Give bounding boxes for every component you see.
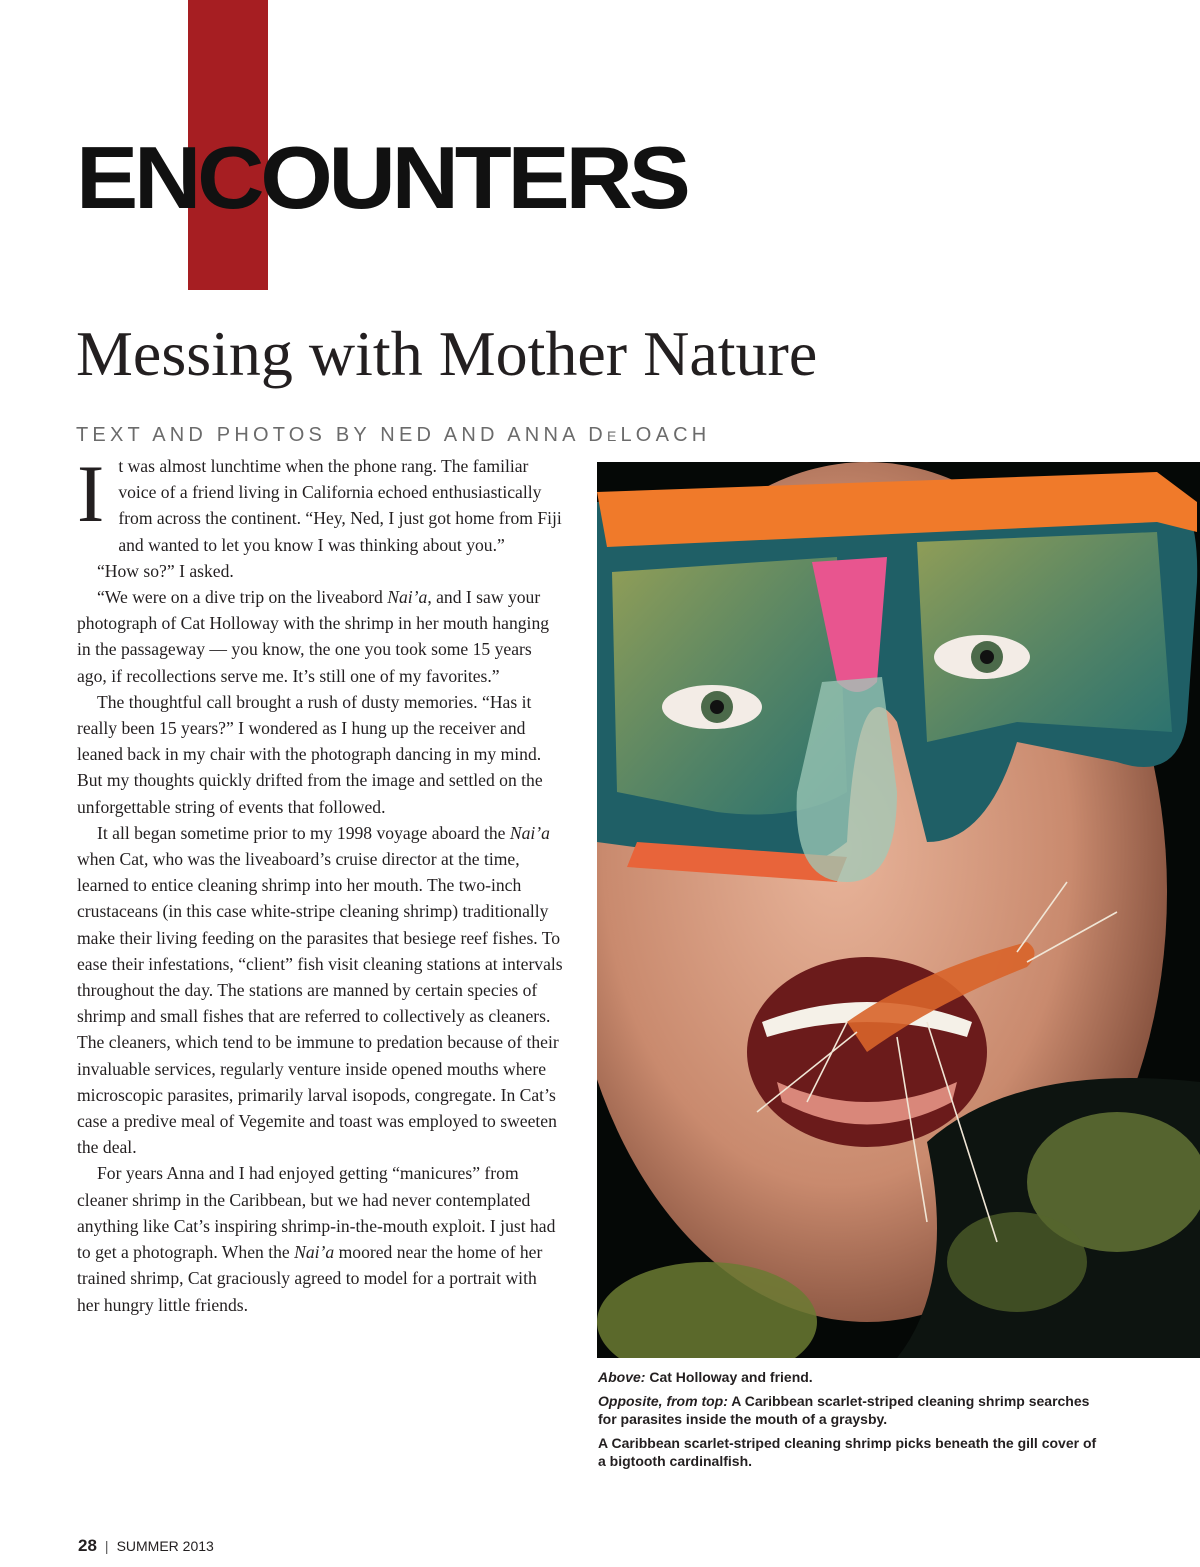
ship-name: Nai’a [509,822,550,843]
byline [76,422,710,449]
paragraph-6 [77,1160,563,1317]
paragraph-2: “How so?” I asked. [97,560,234,581]
photo-captions [598,1368,1098,1476]
caption-opposite-text: A Caribbean scarlet-striped cleaning shrimp searches for parasites inside the mouth of a graysby. [598,1393,1090,1427]
diver-shrimp-photo [597,462,1200,1358]
folio-separator: | [104,1538,109,1554]
issue-label: SUMMER 2013 [116,1538,214,1554]
paragraph-1 [77,448,563,558]
paragraph-5-text-b: when Cat, who was the liveaboard’s cruise director at the time, learned to entice cleaning shrimp into her mouth. The two-inch crustaceans (in this case white-stripe cleaning shrimp) traditionally make their living feeding on the parasites that besiege reef fishes. To ease their infestations, “client” fish visit cleaning stations at intervals throughout the day. The stations are manned by certain species of shrimp and small fishes that are referred to collectively as cleaners. The cleaners, which tend to be immune to predation because of their invaluable services, regularly venture inside opened mouths where microscopic parasites, primarily larval isopods, congregate. In Cat’s case a predive meal of Vegemite and toast was employed to sweeten the deal. [77,849,563,1158]
drop-cap: I [77,448,105,539]
caption-opposite-second: A Caribbean scarlet-striped cleaning shrimp picks beneath the gill cover of a bigtooth cardinalfish. [598,1435,1097,1469]
paragraph-4: The thoughtful call brought a rush of dusty memories. “Has it really been 15 years?” I wondered as I hung up the receiver and leaned back in my chair with the photograph dancing in my mind. But my thoughts quickly drifted from the image and settled on the unforgettable string of events that followed. [77,691,543,817]
ship-name: Nai’a [294,1242,335,1263]
ship-name: Nai’a [387,587,428,608]
paragraph-6-text-b: moored near the home of her trained shrimp, Cat graciously agreed to model for a portrait with her hungry little friends. [77,1242,543,1315]
paragraph-1-text: t was almost lunchtime when the phone rang. The familiar voice of a friend living in California echoed enthusiastically from across the continent. “Hey, Ned, I just got home from Fiji and wanted to let you know I was thinking about you.” [118,456,562,555]
byline-prefix: TEXT AND PHOTOS BY NED AND ANNA D [76,424,607,446]
paragraph-3 [77,584,563,689]
article-headline: Messing with Mother Nature [76,318,818,389]
paragraph-3-text-a: “We were on a dive trip on the liveabord [97,587,388,608]
section-title: ENCOUNTERS [76,128,687,227]
caption-above-lead: Above: [598,1369,646,1385]
byline-suffix: LOACH [620,424,711,446]
caption-opposite-lead: Opposite, from top: [598,1393,728,1409]
caption-above [598,1368,1098,1386]
article-body [77,448,563,1318]
page-number: 28 [78,1536,97,1555]
caption-above-text: Cat Holloway and friend. [645,1369,813,1385]
paragraph-3-text-b: , and I saw your photograph of Cat Holloway with the shrimp in her mouth hanging in the passageway — you know, the one you took some 15 years ago, if recollections serve me. It’s still one of my favorites.” [77,587,550,686]
photo-illustration [597,462,1200,1358]
byline-smallcap: E [606,428,621,444]
caption-opposite [598,1392,1098,1428]
folio [78,1536,214,1556]
paragraph-6-text-a: For years Anna and I had enjoyed getting “manicures” from cleaner shrimp in the Caribbean, but we had never contemplated anything like Cat’s inspiring shrimp-in-the-mouth exploit. I just had to get a photograph. When the [77,1163,556,1263]
paragraph-5 [77,820,563,1161]
paragraph-5-text-a: It all began sometime prior to my 1998 voyage aboard the [97,822,510,843]
